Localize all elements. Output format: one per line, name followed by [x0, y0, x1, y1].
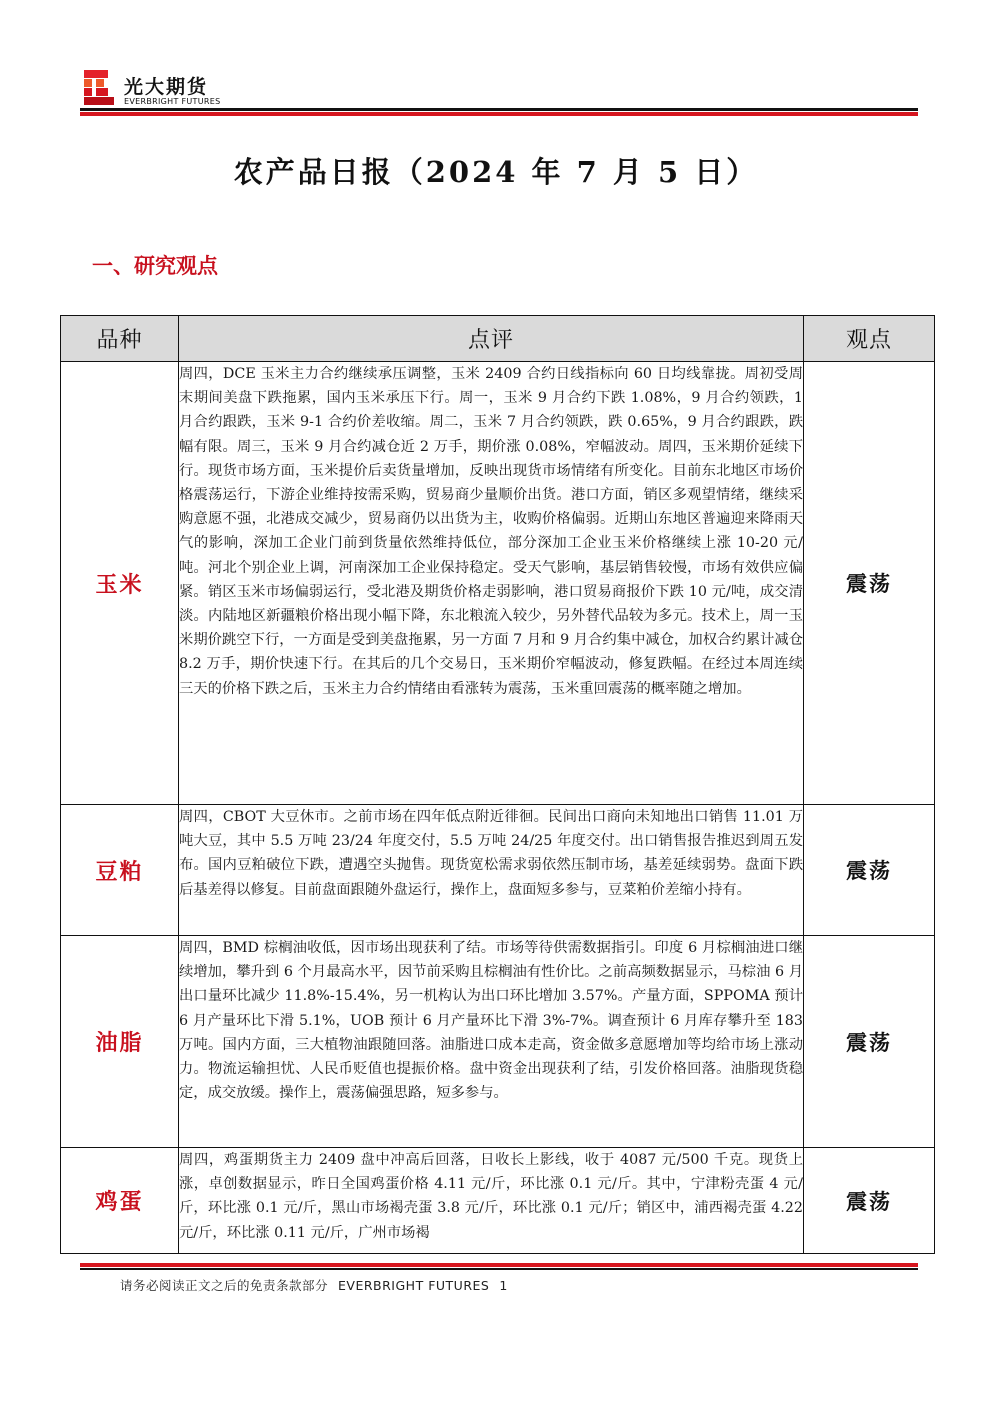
footer-divider: [80, 1268, 918, 1270]
header-accent-line: [80, 112, 918, 116]
report-title: 农产品日报（2024 年 7 月 5 日）: [233, 155, 759, 189]
header-divider: [80, 108, 918, 111]
research-views-table: [60, 315, 935, 1254]
comment-cell: [179, 1148, 804, 1254]
variety-cell: 玉米: [61, 362, 179, 805]
table-row-corn: [61, 362, 935, 805]
variety-cell: 油脂: [61, 936, 179, 1148]
comment-text: 周四，鸡蛋期货主力 2409 盘中冲高后回落，日收长上影线，收于 4087 元/500 千克。现货上涨，卓创数据显示，昨日全国鸡蛋价格 4.11 元/斤，环比涨 0.1 元/斤。其中，宁津粉壳蛋 4 元/斤，环比涨 0.1 元/斤，黑山市场褐壳蛋 3.8 元/斤，环比涨 0.1 元/斤；销区中，浦西褐壳蛋 4.22 元/斤，环比涨 0.11 元/斤，广州市场褐: [179, 1152, 803, 1241]
view-cell: 震荡: [804, 805, 935, 936]
footer-brand: EVERBRIGHT FUTURES: [338, 1278, 490, 1293]
comment-cell: 周四，DCE 玉米主力合约继续承压调整，玉米 2409 合约日线指标向 60 日均线靠拢。周初受周末期间美盘下跌拖累，国内玉米承压下行。周一，玉米 9 月合约下跌 1.08%，9 月合约领跌，1 月合约跟跌，玉米 9-1 合约价差收缩。周二，玉米 7 月合约领跌，跌 0.65%，9 月合约跟跌，跌幅有限。周三，玉米 9 月合约减仓近 2 万手，期价涨 0.08%，窄幅波动。周四，玉米期价延续下行。现货市场方面，玉米提价后卖货量增加，反映出现货市场情绪有所变化。目前东北地区市场价格震荡运行，下游企业维持按需采购，贸易商少量顺价出货。港口方面，销区多观望情绪，继续采购意愿不强，北港成交减少，贸易商仍以出货为主，收购价格偏弱。近期山东地区普遍迎来降雨天气的影响，深加工企业门前到货量依然维持低位，部分深加工企业玉米价格继续上涨 10-20 元/吨。河北个别企业上调，河南深加工企业保持稳定。受天气影响，基层销售较慢，市场有效供应偏紧。销区玉米市场偏弱运行，受北港及期货价格走弱影响，港口贸易商报价下跌 10 元/吨，成交清淡。内陆地区新疆粮价格出现小幅下降，东北粮流入较少，另外替代品较为多元。技术上，周一玉米期价跳空下行，一方面是受到美盘拖累，另一方面 7 月和 9 月合约集中减仓，加权合约累计减仓 8.2 万手，期价快速下行。在其后的几个交易日，玉米期价窄幅波动，修复跌幅。在经过本周连续三天的价格下跌之后，玉米主力合约情绪由看涨转为震荡，玉米重回震荡的概率随之增加。: [179, 362, 804, 805]
section-heading: 一、研究观点: [92, 254, 218, 278]
comment-cell: 周四，BMD 棕榈油收低，因市场出现获利了结。市场等待供需数据指引。印度 6 月棕榈油进口继续增加，攀升到 6 个月最高水平，因节前采购且棕榈油有性价比。之前高频数据显示，马棕油 6 月出口量环比减少 11.8%-15.4%，另一机构认为出口环比增加 3.57%。产量方面，SPPOMA 预计 6 月产量环比下滑 5.1%，UOB 预计 6 月产量环比下滑 3%-7%。调查预计 6 月库存攀升至 183 万吨。国内方面，三大植物油跟随回落。油脂进口成本走高，资金做多意愿增加等均给市场上涨动力。物流运输担忧、人民币贬值也提振价格。盘中资金出现获利了结，引发价格回落。油脂现货稳定，成交放缓。操作上，震荡偏强思路，短多参与。: [179, 936, 804, 1148]
page-number: 1: [499, 1278, 508, 1293]
table-row-oils: [61, 936, 935, 1148]
view-cell: 震荡: [804, 1148, 935, 1254]
page-footer: [120, 1276, 518, 1294]
variety-cell: 鸡蛋: [61, 1148, 179, 1254]
footer-disclaimer: 请务必阅读正文之后的免责条款部分: [120, 1278, 329, 1293]
column-header-comment: 点评: [179, 316, 804, 362]
footer-accent-line: [80, 1263, 918, 1267]
view-cell: 震荡: [804, 936, 935, 1148]
column-header-variety: 品种: [61, 316, 179, 362]
comment-cell: 周四，CBOT 大豆休市。之前市场在四年低点附近徘徊。民间出口商向未知地出口销售 11.01 万吨大豆，其中 5.5 万吨 23/24 年度交付，5.5 万吨 24/25 年度交付。出口销售报告推迟到周五发布。国内豆粕破位下跌，遭遇空头抛售。现货宽松需求弱依然压制市场，基差延续弱势。盘面下跌后基差得以修复。目前盘面跟随外盘运行，操作上，盘面短多参与，豆菜粕价差缩小持有。: [179, 805, 804, 936]
logo-english-name: EVERBRIGHT FUTURES: [124, 97, 221, 106]
logo-chinese-name: 光大期货: [124, 76, 209, 98]
company-logo: [84, 70, 244, 110]
variety-cell: 豆粕: [61, 805, 179, 936]
table-header-row: [61, 316, 935, 362]
table-row-eggs: [61, 1148, 935, 1254]
view-cell: 震荡: [804, 362, 935, 805]
column-header-view: 观点: [804, 316, 935, 362]
table-row-soymeal: [61, 805, 935, 936]
everbright-logo-icon: [84, 70, 118, 106]
